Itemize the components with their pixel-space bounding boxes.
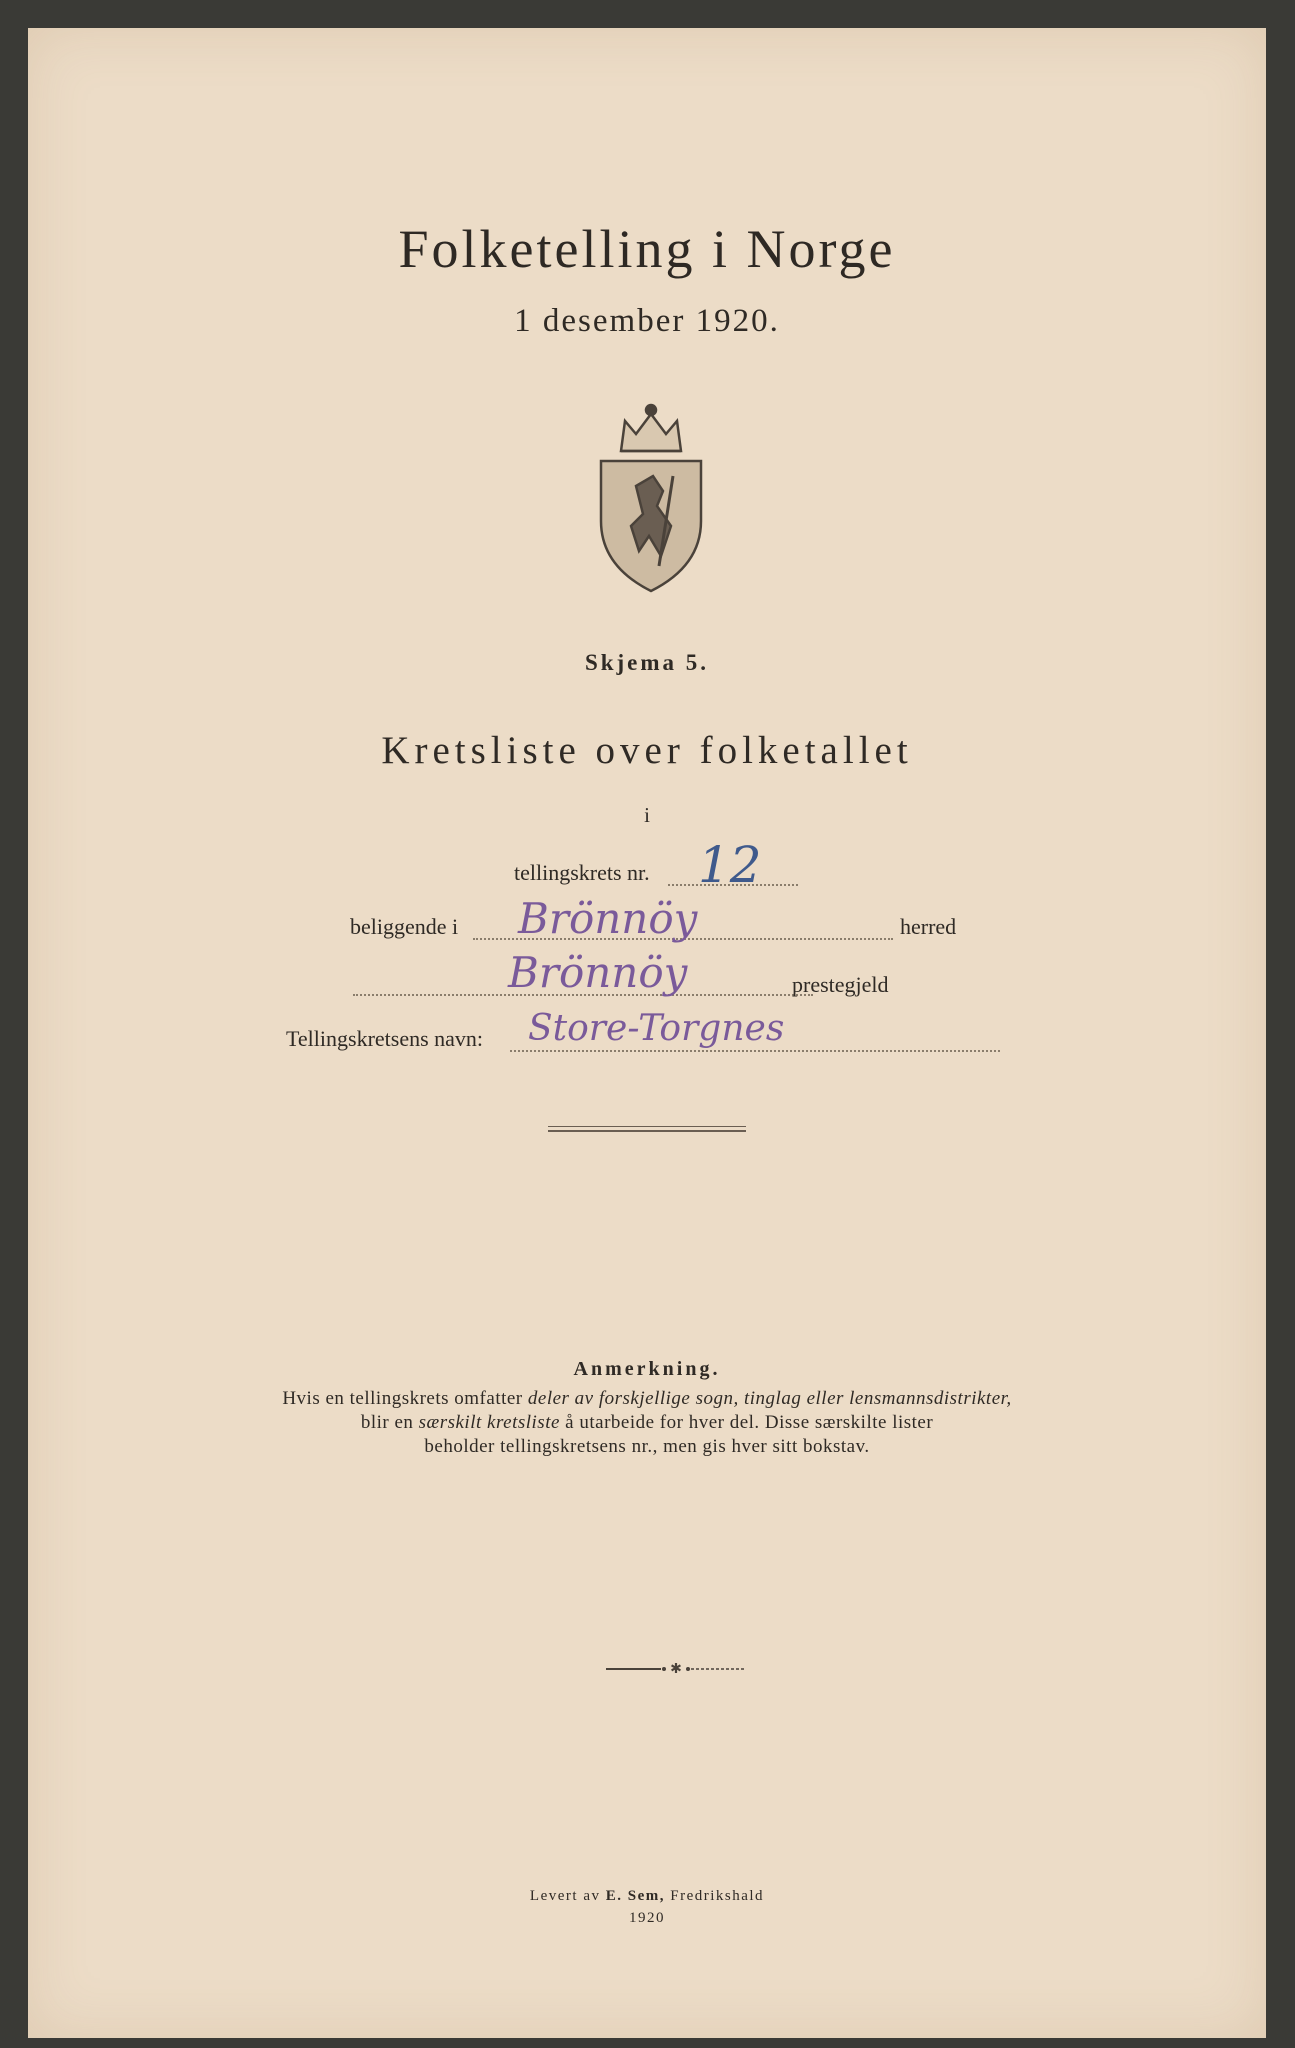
navn-line [510,1050,1000,1052]
prestegjeld-value: Brönnöy [508,948,688,997]
norway-coat-of-arms-icon [591,396,711,596]
note-line-2: blir en særskilt kretsliste å utarbeide for hver del. Disse særskilte lister [360,1412,934,1433]
document-title: Folketelling i Norge [398,219,896,279]
divider-bottom [548,1130,746,1132]
document-date: 1 desember 1920. [514,303,780,339]
note-line-3: beholder tellingskretsens nr., men gis hver sitt bokstav. [424,1436,870,1457]
printer-imprint: Levert av E. Sem, Fredrikshald [529,1888,765,1904]
preposition: i [644,803,650,827]
tellingskrets-label: tellingskrets nr. [514,860,650,885]
ornament-divider-icon [606,1663,746,1675]
schema-label: Skjema 5. [584,650,710,675]
beliggende-label: beliggende i [350,914,459,939]
herred-label: herred [900,914,957,939]
navn-label: Tellingskretsens navn: [286,1026,484,1051]
form-heading: Kretsliste over folketallet [381,729,913,772]
tellingskrets-value: 12 [698,836,762,894]
note-line-1: Hvis en tellingskrets omfatter deler av forskjellige sogn, tinglag eller lensmannsdistrikter, [282,1388,1012,1409]
navn-value: Store-Torgnes [528,1008,785,1049]
printer-year: 1920 [629,1910,665,1926]
prestegjeld-label: prestegjeld [792,972,889,997]
svg-text:✱: ✱ [670,1663,682,1675]
census-form-page [28,28,1266,2038]
beliggende-value: Brönnöy [518,894,698,943]
divider-top [548,1126,746,1127]
note-heading: Anmerkning. [573,1358,721,1380]
